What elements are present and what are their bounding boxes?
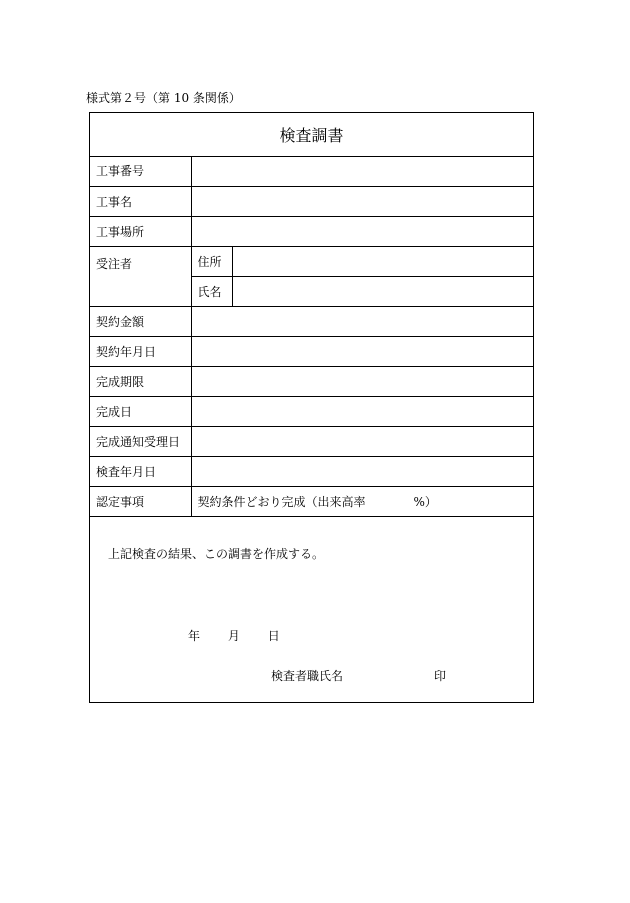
date-year-label: 年 [188,629,201,643]
label-inspection-date: 検査年月日 [90,456,191,486]
field-contract-amount[interactable] [191,306,533,336]
field-work-location[interactable] [191,216,533,246]
row-contract-date [90,336,533,366]
date-line [188,627,304,644]
label-completion-notice: 完成通知受理日 [90,426,191,456]
row-contractor-address [90,246,533,276]
label-completion-date: 完成日 [90,396,191,426]
field-contract-date[interactable] [191,336,533,366]
label-contractor: 受注者 [90,246,191,306]
seal-label: 印 [434,669,447,683]
label-completion-deadline: 完成期限 [90,366,191,396]
date-day-label: 日 [267,629,280,643]
row-inspection-date [90,456,533,486]
row-completion-deadline [90,366,533,396]
label-address: 住所 [191,246,232,276]
label-work-location: 工事場所 [90,216,191,246]
statement-text: 上記検査の結果、この調書を作成する。 [108,547,325,561]
inspection-report-form [89,112,534,703]
field-inspection-date[interactable] [191,456,533,486]
label-certification: 認定事項 [90,486,191,516]
inspector-label: 検査者職氏名 [271,669,344,683]
field-work-name[interactable] [191,186,533,216]
row-contract-amount [90,306,533,336]
row-certification [90,486,533,516]
field-work-number[interactable] [191,156,533,186]
label-work-name: 工事名 [90,186,191,216]
date-month-label: 月 [227,629,240,643]
field-completion-date[interactable] [191,396,533,426]
row-work-name [90,186,533,216]
row-completion-date [90,396,533,426]
label-work-number: 工事番号 [90,156,191,186]
field-name[interactable] [232,276,533,306]
form-id: 様式第２号（第 10 条関係） [86,91,241,105]
field-completion-notice[interactable] [191,426,533,456]
field-address[interactable] [232,246,533,276]
field-certification[interactable] [191,486,533,516]
form-title: 検査調書 [90,113,533,157]
field-completion-deadline[interactable] [191,366,533,396]
label-contract-amount: 契約金額 [90,306,191,336]
row-work-number [90,156,533,186]
certification-suffix: %） [413,494,437,509]
row-completion-notice [90,426,533,456]
row-work-location [90,216,533,246]
label-name: 氏名 [191,276,232,306]
label-contract-date: 契約年月日 [90,336,191,366]
certification-text: 契約条件どおり完成（出来高率 [197,494,366,509]
report-fields-table [90,156,533,517]
